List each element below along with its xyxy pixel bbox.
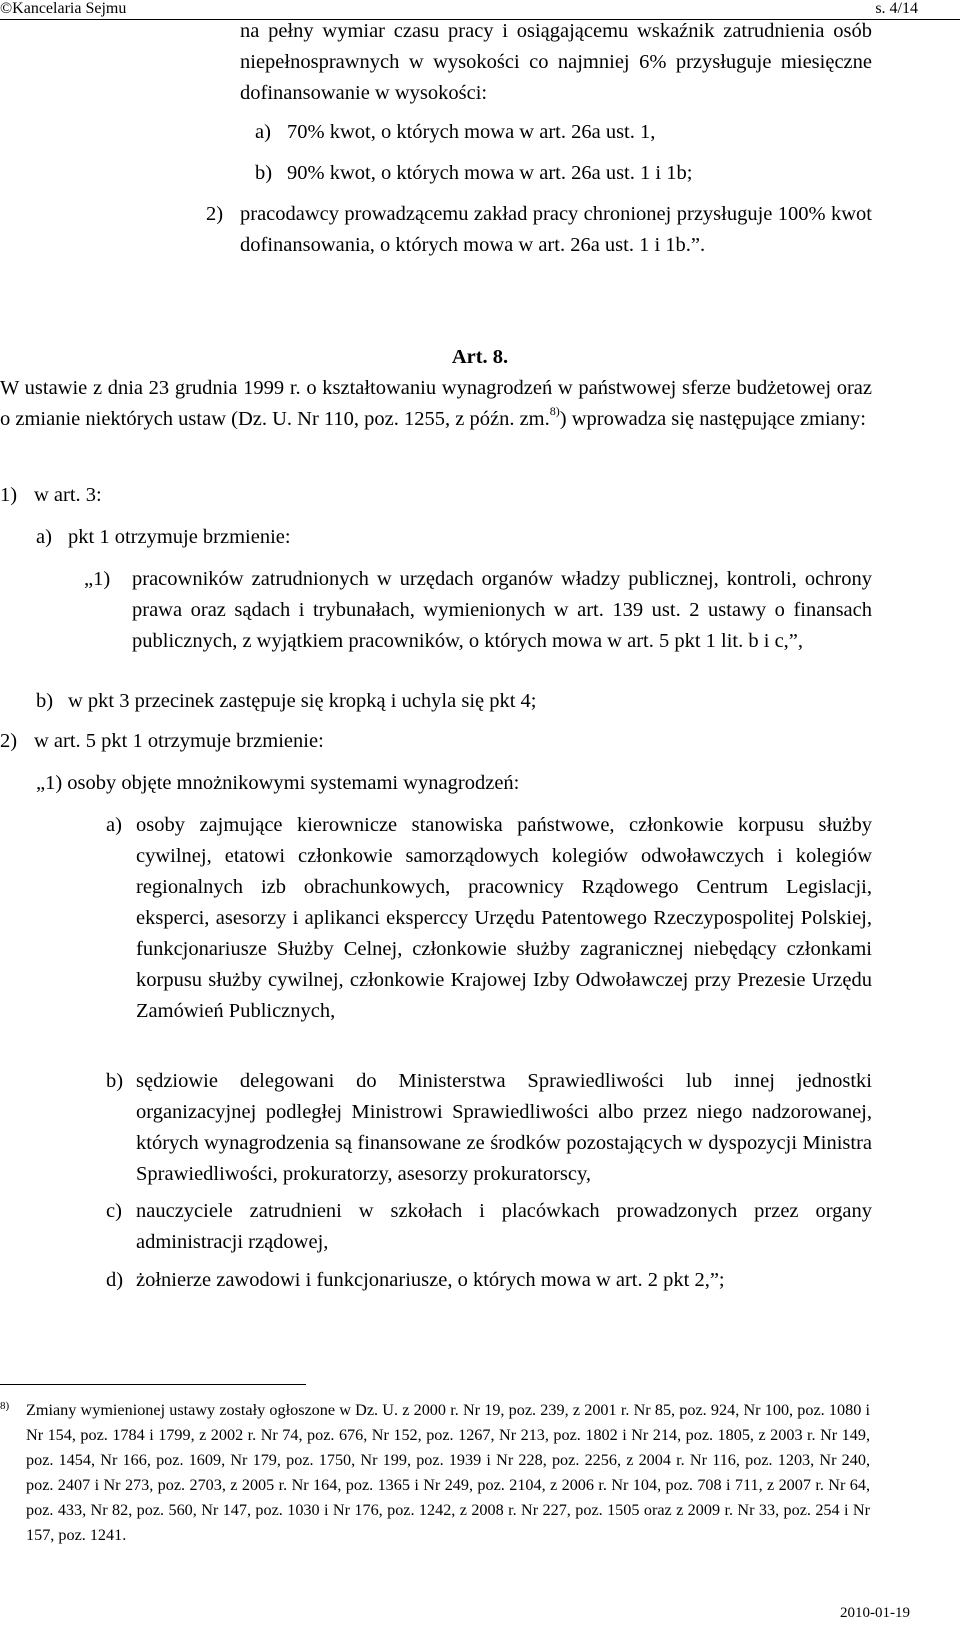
list-label: a) [36, 526, 52, 548]
intro-paragraph: na pełny wymiar czasu pracy i osiągającemu wskaźnik zatrudnienia osób niepełnosprawnych w wysokości co najmniej 6% przysługuje miesięczne dofinansowanie w wysokości: [240, 20, 872, 104]
list-text: pkt 1 otrzymuje brzmienie: [68, 526, 291, 548]
list-text: żołnierze zawodowi i funkcjonariusze, o których mowa w art. 2 pkt 2,”; [136, 1269, 725, 1291]
footnote-number: 8) [0, 1400, 10, 1412]
quote-2-item-a [106, 810, 872, 1027]
list-label: 1) [0, 484, 18, 506]
list-label: c) [106, 1200, 122, 1222]
footnote-text: Zmiany wymienionej ustawy zostały ogłoszone w Dz. U. z 2000 r. Nr 19, poz. 239, z 2001 r. Nr 85, poz. 924, Nr 100, poz. 1080 i Nr 154, poz. 1784 i 1799, z 2002 r. Nr 74, poz. 676, Nr 152, poz. 1267, Nr 213, poz. 1802 i Nr 214, poz. 1805, z 2003 r. Nr 149, poz. 1454, Nr 166, poz. 1609, Nr 179, poz. 1750, Nr 199, poz. 1939 i Nr 228, poz. 2256, z 2004 r. Nr 116, poz. 1203, Nr 240, poz. 2407 i Nr 273, poz. 2703, z 2005 r. Nr 164, poz. 1365 i Nr 249, poz. 2104, z 2006 r. Nr 104, poz. 708 i 711, z 2007 r. Nr 64, poz. 433, Nr 82, poz. 560, Nr 147, poz. 1030 i Nr 176, poz. 1242, z 2008 r. Nr 227, poz. 1505 oraz z 2009 r. Nr 33, poz. 254 i Nr 157, poz. 1241. [26, 1401, 870, 1544]
footnote-divider [0, 1384, 306, 1385]
article-title: Art. 8. [451, 346, 509, 368]
list-item-a [255, 117, 875, 148]
article-intro-text-end: ) wprowadza się następujące zmiany: [559, 408, 866, 430]
list-label: „1) [84, 568, 111, 590]
list-label: a) [255, 121, 271, 143]
list-text: nauczyciele zatrudnieni w szkołach i placówkach prowadzonych przez organy administracji rządowej, [136, 1200, 872, 1253]
quote-2-item-d [106, 1265, 872, 1296]
list-text: w pkt 3 przecinek zastępuje się kropką i uchyla się pkt 4; [68, 690, 537, 712]
list-label: a) [106, 814, 122, 836]
list-label: 2) [0, 730, 18, 752]
article-intro [0, 373, 872, 435]
list-text: pracodawcy prowadzącemu zakład pracy chronionej przysługuje 100% kwot dofinansowania, o których mowa w art. 26a ust. 1 i 1b.”. [240, 203, 872, 256]
document-date: 2010-01-19 [840, 1605, 910, 1621]
change-1 [0, 480, 872, 511]
list-text: w art. 3: [34, 484, 102, 506]
page-number: s. 4/14 [875, 0, 918, 17]
quote-2-item-b [106, 1066, 872, 1190]
footnote [0, 1398, 870, 1548]
list-text: pracowników zatrudnionych w urzędach organów władzy publicznej, kontroli, ochrony prawa oraz sądach i trybunałach, wymienionych w art. 139 ust. 2 ustawy o finansach publicznych, z wyjątkiem pracowników, o których mowa w art. 5 pkt 1 lit. b i c,”, [132, 568, 872, 652]
change-1b [36, 686, 872, 717]
list-item-2 [206, 199, 872, 261]
change-2 [0, 726, 872, 757]
quote-2-item-c [106, 1196, 872, 1258]
list-text: w art. 5 pkt 1 otrzymuje brzmienie: [34, 730, 324, 752]
list-label: d) [106, 1269, 124, 1291]
list-item-b [255, 158, 875, 189]
footnote-ref: 8) [549, 404, 560, 419]
article-intro-text: W ustawie z dnia 23 grudnia 1999 r. o kształtowaniu wynagrodzeń w państwowej sferze budżetowej oraz o zmianie niektórych ustaw (Dz. U. Nr 110, poz. 1255, z późn. zm. [0, 377, 872, 430]
list-text: sędziowie delegowani do Ministerstwa Sprawiedliwości lub innej jednostki organizacyjnej podległej Ministrowi Sprawiedliwości albo przez niego nadzorowanej, których wynagrodzenia są finansowane ze środków pozostających w dyspozycji Ministra Sprawiedliwości, prokuratorzy, asesorzy prokuratorscy, [136, 1070, 872, 1185]
list-label: b) [255, 162, 273, 184]
list-text: 90% kwot, o których mowa w art. 26a ust. 1 i 1b; [287, 162, 693, 184]
quote-2-intro: „1) osoby objęte mnożnikowymi systemami wynagrodzeń: [36, 772, 520, 794]
list-label: 2) [206, 203, 224, 225]
quote-1 [84, 564, 872, 657]
change-1a [36, 522, 872, 553]
list-text: osoby zajmujące kierownicze stanowiska państwowe, członkowie korpusu służby cywilnej, etatowi członkowie samorządowych kolegiów odwoławczych i kolegiów regionalnych izb obrachunkowych, pracownicy Rządowego Centrum Legislacji, eksperci, asesorzy i aplikanci eksperccy Urzędu Patentowego Rzeczypospolitej Polskiej, funkcjonariusze Służby Celnej, członkowie służby zagranicznej niebędący członkami korpusu służby cywilnej, członkowie Krajowej Izby Odwoławczej przy Prezesie Urzędu Zamówień Publicznych, [136, 814, 872, 1022]
list-label: b) [36, 690, 54, 712]
list-label: b) [106, 1070, 124, 1092]
list-text: 70% kwot, o których mowa w art. 26a ust. 1, [287, 121, 656, 143]
publisher-label: ©Kancelaria Sejmu [0, 0, 127, 17]
